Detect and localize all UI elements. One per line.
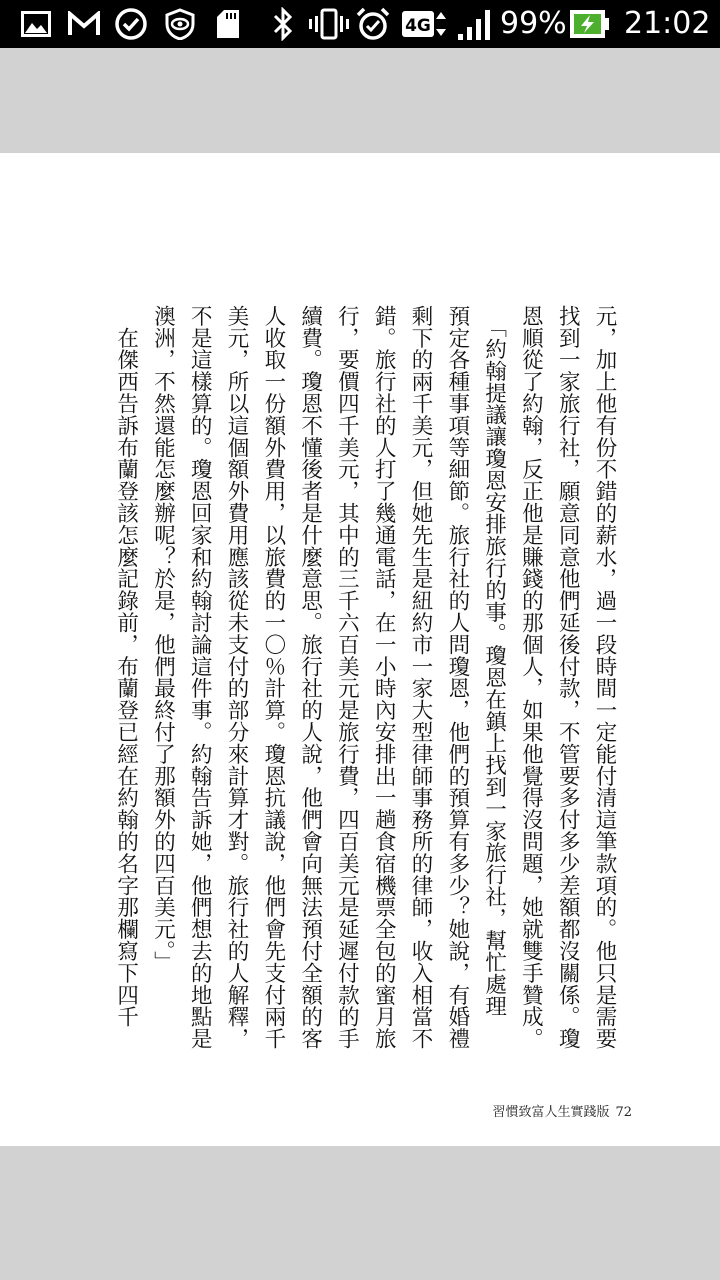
battery-percent: 99% <box>500 6 567 41</box>
network-4g-icon <box>401 8 449 40</box>
bluetooth-icon <box>268 8 298 40</box>
text-line: 行，要價四千美元，其中的三千六百美元是旅行費，四百美元是延遲付款的手 <box>334 305 360 1050</box>
bottom-margin <box>0 1146 720 1280</box>
page-number: 72 <box>615 1105 632 1120</box>
text-line: 續費。瓊恩不懂後者是什麼意思。旅行社的人說，他們會向無法預付全額的客 <box>297 305 323 1050</box>
network-4g-label: 4G <box>405 16 431 36</box>
shield-eye-icon <box>163 8 197 40</box>
text-line: 恩順從了約翰，反正他是賺錢的那個人，如果他覺得沒問題，她就雙手贊成。 <box>518 305 544 1050</box>
book-page[interactable] <box>0 153 720 1146</box>
top-margin <box>0 48 720 153</box>
clock-check-icon <box>113 8 149 40</box>
text-line: 「約翰提議讓瓊恩安排旅行的事。瓊恩在鎮上找到一家旅行社，幫忙處理 <box>481 305 507 1017</box>
status-bar <box>0 0 720 48</box>
sd-card-icon <box>214 8 242 40</box>
text-line: 錯。旅行社的人打了幾通電話，在一小時內安排出一趟食宿機票全包的蜜月旅 <box>371 305 397 1050</box>
vertical-text-block <box>107 305 622 1050</box>
text-line: 預定各種事項等細節。旅行社的人問瓊恩，他們的預算有多少？她說，有婚禮 <box>444 305 470 1050</box>
signal-icon <box>456 8 494 40</box>
text-line: 在傑西告訴布蘭登該怎麼記錄前，布蘭登已經在約翰的名字那欄寫下四千 <box>113 305 139 1028</box>
text-line: 美元，所以這個額外費用應該從未支付的部分來計算才對。旅行社的人解釋， <box>224 305 250 1050</box>
text-line: 不是這樣算的。瓊恩回家和約翰討論這件事。約翰告訴她，他們想去的地點是 <box>187 305 213 1050</box>
text-line: 剩下的兩千美元，但她先生是紐約市一家大型律師事務所的律師，收入相當不 <box>408 305 434 1050</box>
text-line: 找到一家旅行社，願意同意他們延後付款，不管要多付多少差額都沒關係。瓊 <box>555 305 581 1050</box>
text-line: 元，加上他有份不錯的薪水，過一段時間一定能付清這筆款項的。他只是需要 <box>592 305 617 1050</box>
gmail-icon <box>67 8 101 40</box>
text-line: 澳洲，不然還能怎麼辦呢？於是，他們最終付了那額外的四百美元。」 <box>150 305 176 974</box>
clock-time: 21:02 <box>624 6 711 41</box>
vibrate-icon <box>309 8 349 40</box>
image-icon <box>20 8 52 40</box>
battery-charging-icon <box>569 8 611 40</box>
book-title: 習慣致富人生實踐版 <box>492 1105 610 1120</box>
page-footer <box>492 1101 632 1120</box>
alarm-icon <box>354 8 392 40</box>
text-line: 人收取一份額外費用，以旅費的一〇％計算。瓊恩抗議說，他們會先支付兩千 <box>260 305 286 1050</box>
